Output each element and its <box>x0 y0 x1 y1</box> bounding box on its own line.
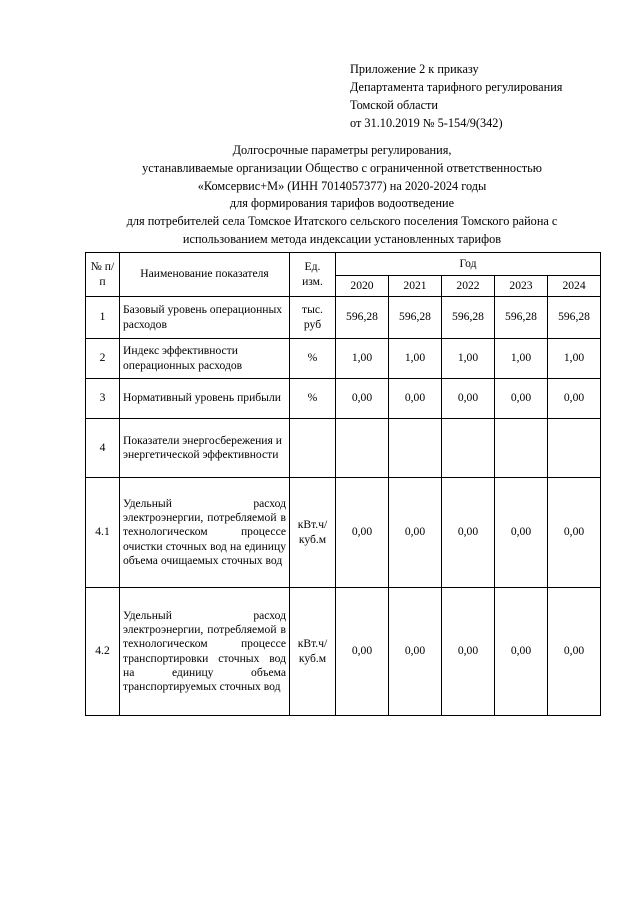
row-value: 596,28 <box>336 297 389 339</box>
row-value: 0,00 <box>336 379 389 419</box>
table-row <box>86 478 601 588</box>
row-num: 3 <box>86 379 120 419</box>
header-name: Наименование показателя <box>120 253 290 297</box>
table-row <box>86 419 601 478</box>
row-value: 596,28 <box>442 297 495 339</box>
row-value <box>495 419 548 478</box>
row-value: 0,00 <box>548 379 601 419</box>
approval-block <box>350 60 562 132</box>
approval-line: Департамента тарифного регулирования <box>350 80 563 94</box>
row-value: 0,00 <box>495 478 548 588</box>
table-row <box>86 379 601 419</box>
header-year: 2020 <box>336 276 389 297</box>
title-line: Долгосрочные параметры регулирования, <box>232 143 452 157</box>
row-value <box>336 419 389 478</box>
header-year: 2024 <box>548 276 601 297</box>
row-value: 596,28 <box>548 297 601 339</box>
header-num: № п/п <box>86 253 120 297</box>
row-value: 0,00 <box>548 478 601 588</box>
row-unit: % <box>290 339 336 379</box>
row-value: 1,00 <box>389 339 442 379</box>
row-value <box>548 419 601 478</box>
approval-line: Томской области <box>350 98 438 112</box>
row-value: 1,00 <box>442 339 495 379</box>
row-unit: % <box>290 379 336 419</box>
row-value <box>389 419 442 478</box>
title-line: для потребителей села Томское Итатского сельского поселения Томского района с <box>126 214 558 229</box>
row-num: 4 <box>86 419 120 478</box>
row-value: 0,00 <box>389 478 442 588</box>
row-name: Показатели энергосбережения и энергетической эффективности <box>120 419 290 478</box>
row-value: 0,00 <box>495 379 548 419</box>
title-line: использованием метода индексации установленных тарифов <box>182 231 502 246</box>
row-value: 1,00 <box>548 339 601 379</box>
row-value: 0,00 <box>389 588 442 716</box>
table-row <box>86 588 601 716</box>
row-num: 1 <box>86 297 120 339</box>
title-line: для формирования тарифов водоотведение <box>229 196 455 211</box>
row-value: 0,00 <box>548 588 601 716</box>
parameters-table <box>85 252 601 716</box>
table-row <box>86 297 601 339</box>
row-value: 1,00 <box>336 339 389 379</box>
row-name: Нормативный уровень прибыли <box>120 379 290 419</box>
row-unit: кВт.ч/ куб.м <box>290 588 336 716</box>
row-num: 4.1 <box>86 478 120 588</box>
approval-line: от 31.10.2019 № 5-154/9(342) <box>350 116 503 130</box>
row-value: 0,00 <box>336 478 389 588</box>
row-value: 0,00 <box>336 588 389 716</box>
row-name: Индекс эффективности операционных расходов <box>120 339 290 379</box>
header-year: 2023 <box>495 276 548 297</box>
row-value: 0,00 <box>389 379 442 419</box>
header-year-group: Год <box>336 253 601 276</box>
header-year: 2021 <box>389 276 442 297</box>
row-value: 0,00 <box>442 588 495 716</box>
table-row <box>86 339 601 379</box>
row-num: 4.2 <box>86 588 120 716</box>
row-name: Удельный расход электроэнергии, потребляемой в технологическом процессе транспортировки сточных вод на единицу объема транспортируемых сточных вод <box>120 588 290 716</box>
row-name: Удельный расход электроэнергии, потребляемой в технологическом процессе очистки сточных вод на единицу объема очищаемых сточных вод <box>120 478 290 588</box>
document-title <box>82 142 602 249</box>
row-value <box>442 419 495 478</box>
row-unit <box>290 419 336 478</box>
row-value: 1,00 <box>495 339 548 379</box>
title-line: устанавливаемые организации Общество с ограниченной ответственностью <box>142 160 542 175</box>
row-value: 0,00 <box>442 478 495 588</box>
row-unit: кВт.ч/ куб.м <box>290 478 336 588</box>
header-unit: Ед. изм. <box>290 253 336 297</box>
row-value: 0,00 <box>495 588 548 716</box>
row-value: 596,28 <box>495 297 548 339</box>
row-name: Базовый уровень операционных расходов <box>120 297 290 339</box>
row-num: 2 <box>86 339 120 379</box>
row-value: 0,00 <box>442 379 495 419</box>
row-value: 596,28 <box>389 297 442 339</box>
row-unit: тыс. руб <box>290 297 336 339</box>
approval-line: Приложение 2 к приказу <box>350 62 479 76</box>
header-year: 2022 <box>442 276 495 297</box>
title-line: «Комсервис+М» (ИНН 7014057377) на 2020-2024 годы <box>197 178 487 193</box>
